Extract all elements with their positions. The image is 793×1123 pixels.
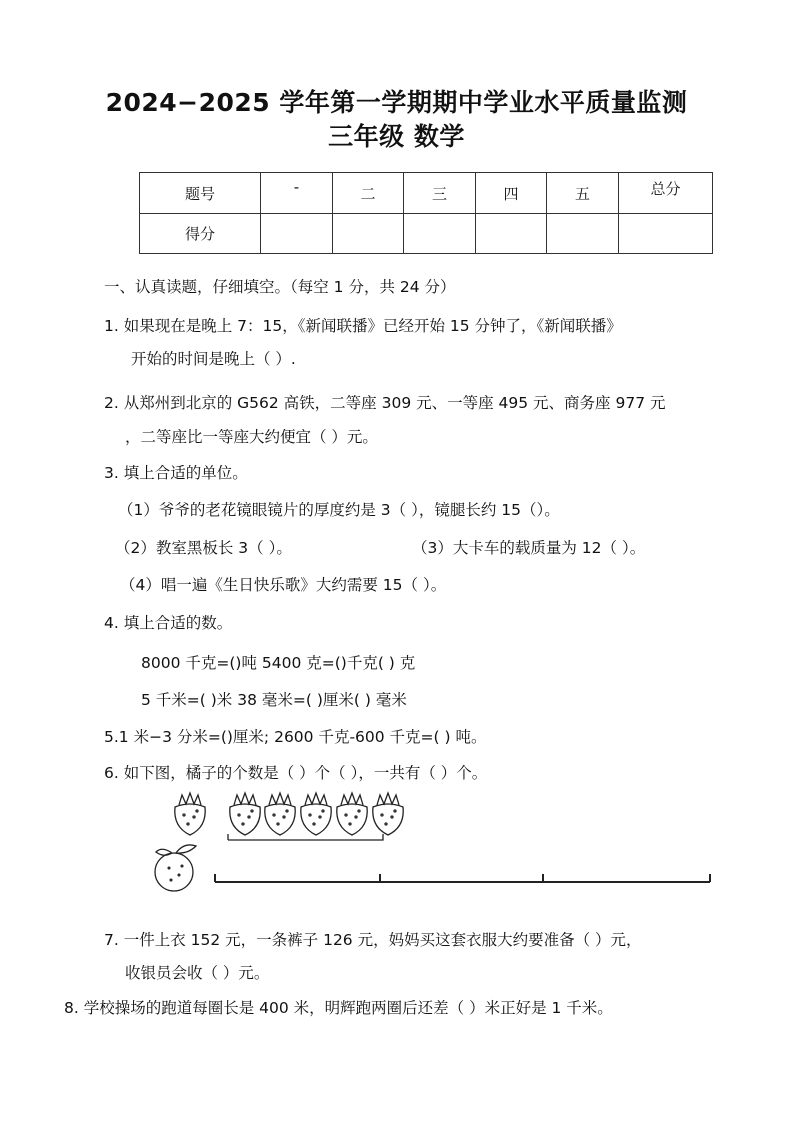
question-8: 8. 学校操场的跑道每圈长是 400 米，明辉跑两圈后还差（ ）米正好是 1 千米。 (64, 999, 613, 1017)
score-input-cell[interactable] (547, 214, 619, 254)
question-3-1: （1）爷爷的老花镜眼镜片的厚度约是 3（ ），镜腿长约 15（）。 (118, 501, 560, 519)
table-cell: 二 (333, 173, 404, 214)
orange-icon (155, 845, 196, 891)
strawberry-icon (301, 793, 331, 835)
strawberry-bracket (228, 834, 383, 840)
table-cell: 三 (404, 173, 476, 214)
question-1-cont: 开始的时间是晚上（ ）. (131, 350, 296, 368)
table-cell: 五 (547, 173, 619, 214)
question-2-cont: ，二等座比一等座大约便宜（ ）元。 (125, 428, 378, 446)
table-cell: 总分 (619, 173, 713, 214)
question-1: 1. 如果现在是晚上 7：15，《新闻联播》已经开始 15 分钟了，《新闻联播》 (104, 317, 622, 335)
strawberry-icon (373, 793, 403, 835)
question-4-c: 5.1 米−3 分米=()厘米; 2600 千克-600 千克=( ) 吨。 (104, 728, 487, 746)
orange-segment-line (215, 874, 710, 882)
table-row (140, 214, 713, 254)
score-input-cell[interactable] (333, 214, 404, 254)
table-cell: - (261, 173, 333, 214)
question-6: 6. 如下图，橘子的个数是（ ）个（ ），一共有（ ）个。 (104, 764, 488, 782)
question-4-b: 5 千米=( )米 38 毫米=( )厘米( ) 毫米 (141, 691, 407, 709)
page-title: 2024−2025 学年第一学期期中学业水平质量监测 (105, 88, 688, 117)
fruit-diagram (140, 788, 730, 898)
question-7: 7. 一件上衣 152 元，一条裤子 126 元，妈妈买这套衣服大约要准备（ ）元， (104, 931, 642, 949)
table-cell: 题号 (140, 173, 261, 214)
question-3: 3. 填上合适的单位。 (104, 464, 248, 482)
question-4-a: 8000 千克=()吨 5400 克=()千克( ) 克 (141, 654, 416, 672)
strawberry-icon (175, 793, 205, 835)
question-2: 2. 从郑州到北京的 G562 高铁，二等座 309 元、一等座 495 元、商务座 977 元 (104, 394, 666, 412)
score-input-cell[interactable] (261, 214, 333, 254)
score-input-cell[interactable] (476, 214, 547, 254)
strawberry-icon (230, 793, 260, 835)
table-cell: 四 (476, 173, 547, 214)
section-heading: 一、认真读题，仔细填空。（每空 1 分，共 24 分） (104, 278, 456, 296)
score-input-cell[interactable] (404, 214, 476, 254)
score-table (139, 172, 713, 254)
question-7-cont: 收银员会收（ ）元。 (125, 964, 270, 982)
page-subtitle: 三年级 数学 (328, 122, 465, 151)
strawberry-icon (265, 793, 295, 835)
question-3-4: （4）唱一遍《生日快乐歌》大约需要 15（ ）。 (120, 576, 447, 594)
question-3-2: （2）教室黑板长 3（ ）。 (115, 539, 292, 557)
question-4: 4. 填上合适的数。 (104, 614, 233, 632)
table-row (140, 173, 713, 214)
score-input-cell[interactable] (619, 214, 713, 254)
strawberry-icon (337, 793, 367, 835)
question-3-3: （3）大卡车的载质量为 12（ ）。 (412, 539, 646, 557)
table-cell: 得分 (140, 214, 261, 254)
